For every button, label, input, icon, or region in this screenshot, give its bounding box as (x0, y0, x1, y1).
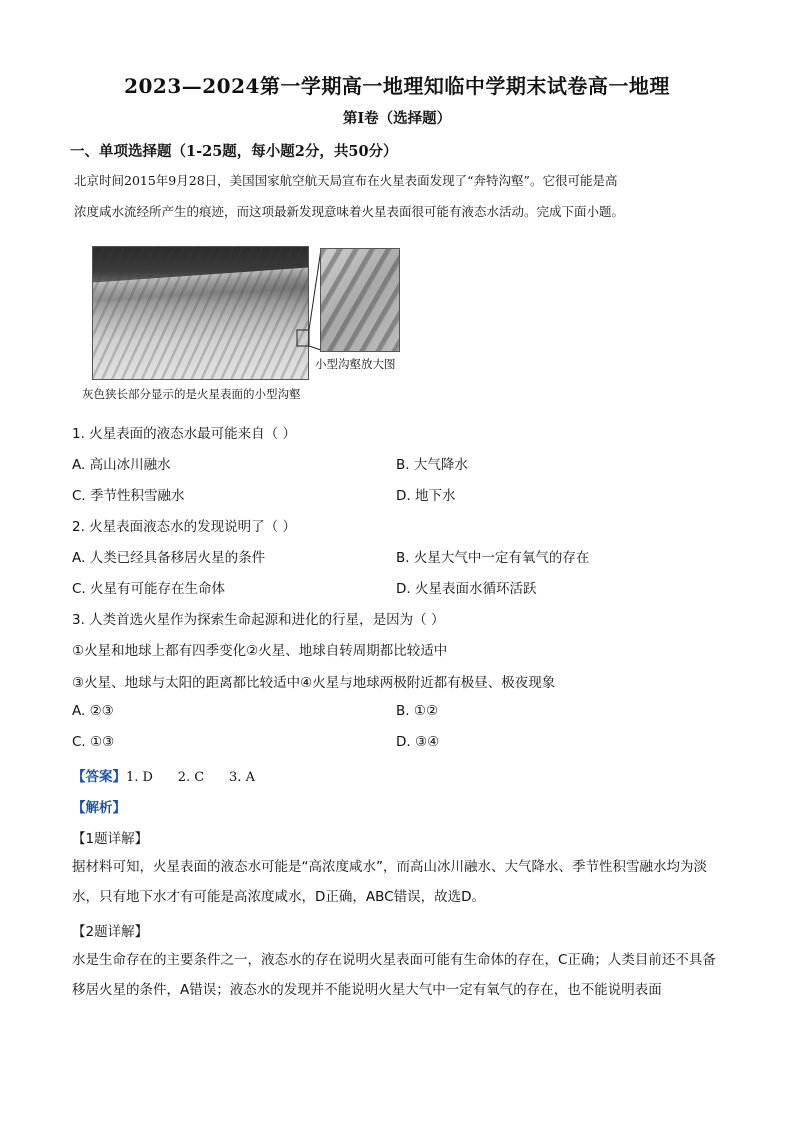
q2-option-d: D. 火星表面水循环活跃 (396, 581, 537, 597)
q1-option-b: B. 大气降水 (396, 457, 468, 473)
q2-option-b: B. 火星大气中一定有氧气的存在 (396, 550, 590, 566)
analysis-tag: 【解析】 (72, 800, 126, 816)
q3-option-a: A. ②③ (72, 703, 114, 719)
q1-analysis-text: 据材料可知，火星表面的液态水可能是“高浓度咸水”，而高山冰川融水、大气降水、季节性积雪融水均为淡水，只有地下水才有可能是高浓度咸水，D正确，ABC错误，故选D。 (72, 859, 707, 905)
answer-tag: 【答案】 (72, 769, 126, 785)
zoom-caption: 小型沟壑放大图 (315, 357, 396, 371)
q3-option-d: D. ③④ (396, 734, 440, 750)
q1-option-d: D. 地下水 (396, 488, 456, 504)
q3-option-c: C. ①③ (72, 734, 115, 750)
q1-option-a: A. 高山冰川融水 (72, 457, 171, 473)
gully-zoom-photo (320, 248, 400, 352)
question-2-stem: 2. 火星表面液态水的发现说明了（ ） (72, 519, 296, 535)
q3-statements-1: ①火星和地球上都有四季变化②火星、地球自转周期都比较适中 (72, 643, 448, 659)
answer-line (72, 765, 255, 785)
figure-caption: 灰色狭长部分显示的是火星表面的小型沟壑 (82, 387, 301, 401)
intro-line-2: 浓度咸水流经所产生的痕迹，而这项最新发现意味着火星表面很可能有液态水活动。完成下面小题。 (74, 204, 625, 219)
q2-option-c: C. 火星有可能存在生命体 (72, 581, 226, 597)
exam-title: 2023—2024第一学期高一地理知临中学期末试卷高一地理 (124, 74, 670, 98)
q2-analysis-heading: 【2题详解】 (72, 924, 149, 940)
q2-analysis-text: 水是生命存在的主要条件之一，液态水的存在说明火星表面可能有生命体的存在，C正确；人类目前还不具备移居火星的条件，A错误；液态水的发现并不能说明火星大气中一定有氧气的存在，也不能说明表面 (72, 952, 716, 998)
question-1-stem: 1. 火星表面的液态水最可能来自（ ） (72, 426, 296, 442)
question-3-stem: 3. 人类首选火星作为探索生命起源和进化的行星，是因为（ ） (72, 612, 445, 628)
q1-analysis-heading: 【1题详解】 (72, 831, 149, 847)
answer-text: 1. D 2. C 3. A (126, 770, 255, 785)
volume-subtitle: 第I卷（选择题） (342, 110, 452, 127)
q2-option-a: A. 人类已经具备移居火星的条件 (72, 550, 266, 566)
q3-option-b: B. ①② (396, 703, 439, 719)
intro-line-1: 北京时间2015年9月28日，美国国家航空航天局宣布在火星表面发现了“奔特沟壑”。它很可能是高 (74, 173, 618, 188)
q3-statements-2: ③火星、地球与太阳的距离都比较适中④火星与地球两极附近都有极昼、极夜现象 (72, 675, 556, 691)
section-heading: 一、单项选择题（1-25题，每小题2分，共50分） (70, 143, 398, 160)
mars-gully-figure (82, 246, 410, 406)
q1-option-c: C. 季节性积雪融水 (72, 488, 185, 504)
